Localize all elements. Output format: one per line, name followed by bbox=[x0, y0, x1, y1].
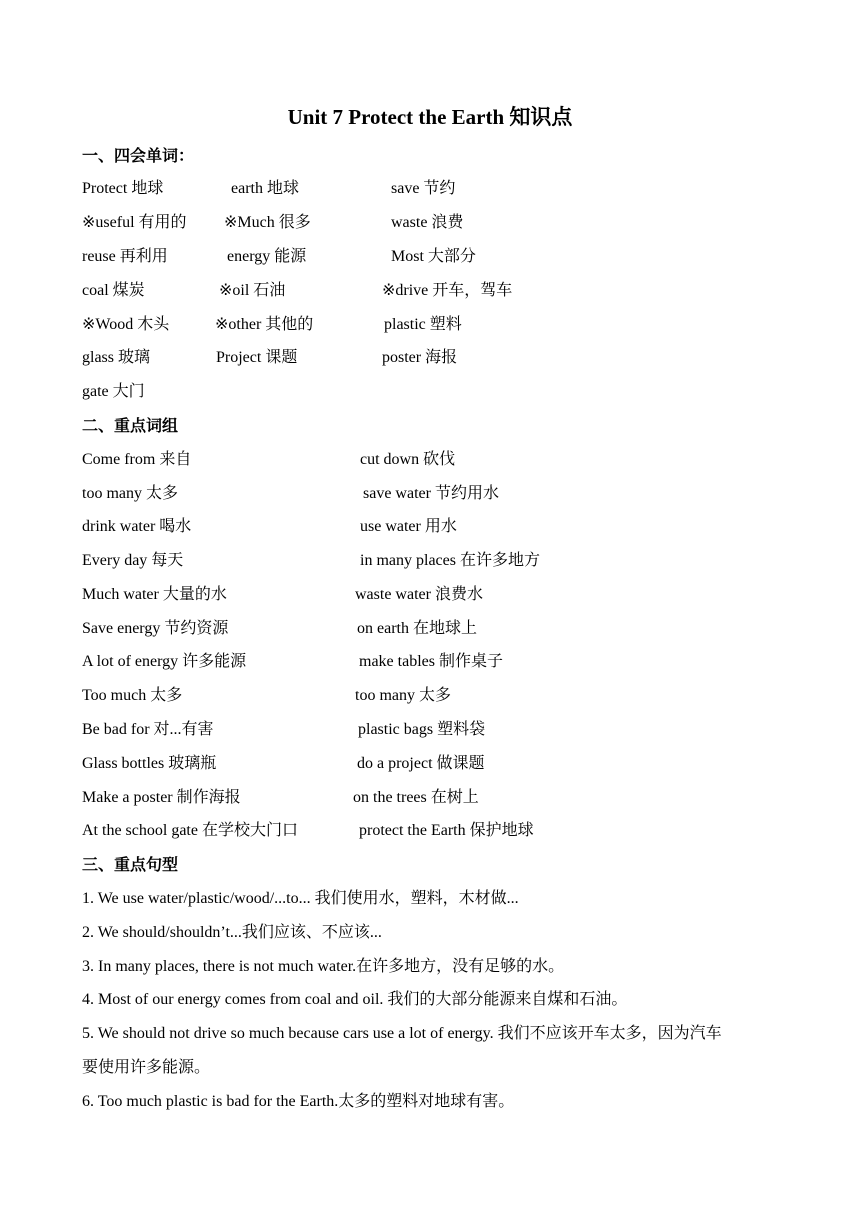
phrase: Come from 来自 bbox=[82, 451, 192, 468]
phrase: cut down 砍伐 bbox=[360, 451, 456, 468]
phrase: Every day 每天 bbox=[82, 552, 184, 569]
phrase: A lot of energy 许多能源 bbox=[82, 653, 247, 670]
vocab-word: plastic 塑料 bbox=[384, 316, 462, 333]
phrase: use water 用水 bbox=[360, 518, 457, 535]
phrase: Make a poster 制作海报 bbox=[82, 789, 241, 806]
vocab-word: reuse 再利用 bbox=[82, 248, 168, 265]
vocab-word: Most 大部分 bbox=[391, 248, 476, 265]
vocab-word: ※drive 开车，驾车 bbox=[382, 282, 513, 299]
vocab-word: energy 能源 bbox=[227, 248, 307, 265]
sentence-line: 5. We should not drive so much because cars use a lot of energy. 我们不应该开车太多，因为汽车 bbox=[82, 1025, 722, 1042]
phrase: waste water 浪费水 bbox=[355, 586, 483, 603]
vocab-word: ※other 其他的 bbox=[215, 316, 314, 333]
phrase: protect the Earth 保护地球 bbox=[359, 822, 534, 839]
section-heading-vocabulary: 一、四会单词： bbox=[82, 146, 195, 165]
vocab-word: ※Much 很多 bbox=[224, 214, 311, 231]
vocab-word: ※oil 石油 bbox=[219, 282, 286, 299]
phrase: on earth 在地球上 bbox=[357, 620, 477, 637]
vocab-word: waste 浪费 bbox=[391, 214, 464, 231]
sentence-line: 2. We should/shouldn’t...我们应该、不应该... bbox=[82, 924, 382, 941]
vocab-word: save 节约 bbox=[391, 180, 456, 197]
sentence-line: 1. We use water/plastic/wood/...to... 我们使用水，塑料，木材做... bbox=[82, 890, 519, 907]
phrase: Too much 太多 bbox=[82, 687, 183, 704]
phrase: in many places 在许多地方 bbox=[360, 552, 540, 569]
vocab-word: Project 课题 bbox=[216, 349, 298, 366]
vocab-word: poster 海报 bbox=[382, 349, 458, 366]
sentence-line: 6. Too much plastic is bad for the Earth.太多的塑料对地球有害。 bbox=[82, 1093, 515, 1110]
phrase: Glass bottles 玻璃瓶 bbox=[82, 755, 217, 772]
phrase: too many 太多 bbox=[82, 485, 178, 502]
phrase: on the trees 在树上 bbox=[353, 789, 479, 806]
vocab-word: coal 煤炭 bbox=[82, 282, 145, 299]
sentence-line: 4. Most of our energy comes from coal and oil. 我们的大部分能源来自煤和石油。 bbox=[82, 991, 628, 1008]
vocab-word: ※useful 有用的 bbox=[82, 214, 187, 231]
vocab-word: glass 玻璃 bbox=[82, 349, 151, 366]
phrase: drink water 喝水 bbox=[82, 518, 192, 535]
sentence-line: 3. In many places, there is not much water.在许多地方，没有足够的水。 bbox=[82, 958, 565, 975]
document-title: Unit 7 Protect the Earth 知识点 bbox=[287, 105, 573, 129]
phrase: Save energy 节约资源 bbox=[82, 620, 229, 637]
vocab-word: earth 地球 bbox=[231, 180, 299, 197]
phrase: plastic bags 塑料袋 bbox=[358, 721, 486, 738]
section-heading-sentences: 三、重点句型 bbox=[82, 855, 179, 874]
phrase: Be bad for 对...有害 bbox=[82, 721, 214, 738]
phrase: do a project 做课题 bbox=[357, 755, 485, 772]
vocab-word: Protect 地球 bbox=[82, 180, 164, 197]
phrase: Much water 大量的水 bbox=[82, 586, 227, 603]
section-heading-phrases: 二、重点词组 bbox=[82, 416, 179, 435]
phrase: too many 太多 bbox=[355, 687, 451, 704]
vocab-word: gate 大门 bbox=[82, 383, 145, 400]
phrase: save water 节约用水 bbox=[363, 485, 499, 502]
phrase: make tables 制作桌子 bbox=[359, 653, 503, 670]
sentence-line: 要使用许多能源。 bbox=[82, 1059, 211, 1076]
phrase: At the school gate 在学校大门口 bbox=[82, 822, 298, 839]
vocab-word: ※Wood 木头 bbox=[82, 316, 170, 333]
